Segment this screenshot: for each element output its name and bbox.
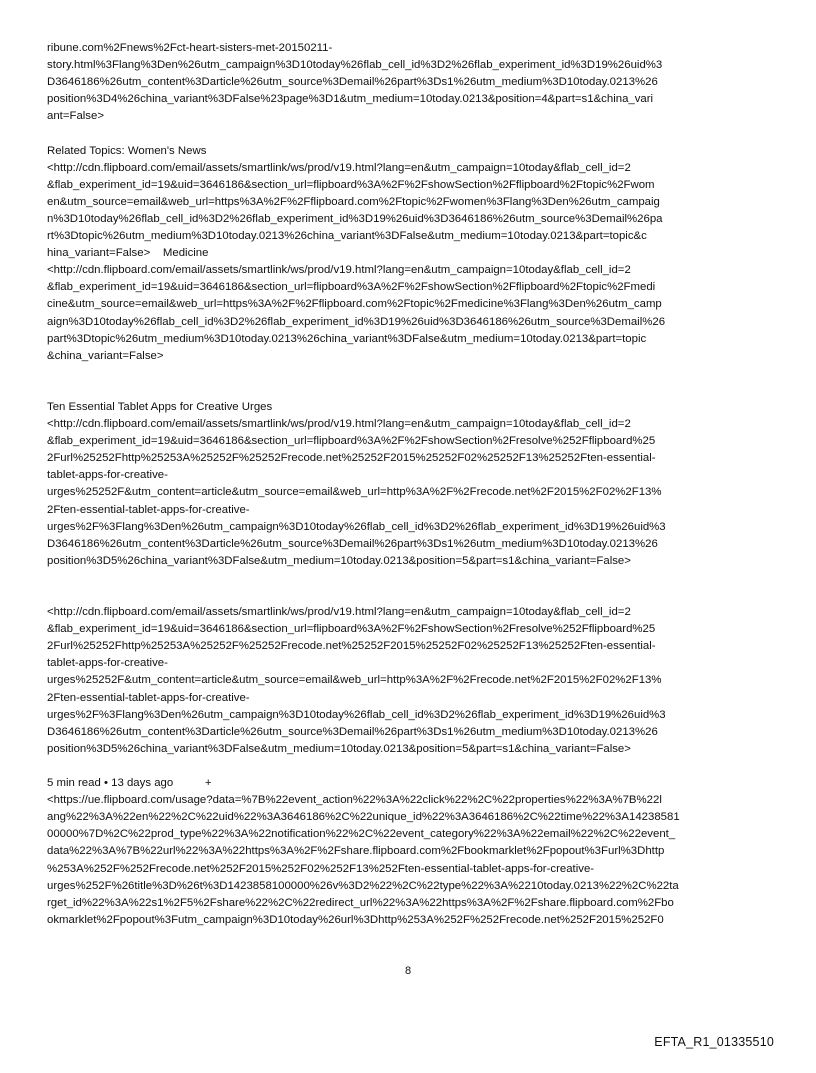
paragraph-gap [47,365,773,382]
document-body [47,40,773,929]
text-line: <https://ue.flipboard.com/usage?data=%7B%22event_action%22%3A%22click%22%2C%22properties%22%3A%7B%22l [47,794,662,807]
paragraph-gap [47,758,773,775]
text-line: D3646186%26utm_content%3Darticle%26utm_source%3Demail%26part%3Ds1%26utm_medium%3D10today.0213%26 [47,76,658,89]
text-line: D3646186%26utm_content%3Darticle%26utm_source%3Demail%26part%3Ds1%26utm_medium%3D10today.0213%26 [47,537,658,550]
text-line: 2Furl%25252Fhttp%25253A%25252F%25252Frecode.net%25252F2015%25252F02%25252F13%25252Ften-essential- [47,640,656,653]
text-line: 2Ften-essential-tablet-apps-for-creative- [47,691,250,704]
text-line: position%3D5%26china_variant%3DFalse&utm_medium=10today.0213&position=5&part=s1&china_variant=False> [47,554,631,567]
read-time-meta: 5 min read • 13 days ago + [47,777,212,790]
text-line: urges%25252F&utm_content=article&utm_source=email&web_url=http%3A%2F%2Frecode.net%2F2015%2F02%2F13% [47,674,662,687]
text-line: <http://cdn.flipboard.com/email/assets/smartlink/ws/prod/v19.html?lang=en&utm_campaign=10today&flab_cell_id=2 [47,161,631,174]
text-line: ant=False> [47,110,104,123]
text-line: <http://cdn.flipboard.com/email/assets/smartlink/ws/prod/v19.html?lang=en&utm_campaign=10today&flab_cell_id=2 [47,418,631,431]
paragraph-gap [47,125,773,142]
text-line: urges%25252F&utm_content=article&utm_source=email&web_url=http%3A%2F%2Frecode.net%2F2015%2F02%2F13% [47,486,662,499]
text-line: en&utm_source=email&web_url=https%3A%2F%2Fflipboard.com%2Ftopic%2Fwomen%3Flang%3Den%26utm_campaig [47,195,660,208]
text-line: ang%22%3A%22en%22%2C%22uid%22%3A3646186%2C%22unique_id%22%3A3646186%2C%22time%22%3A14238581 [47,811,680,824]
text-line: ribune.com%2Fnews%2Fct-heart-sisters-met-20150211- [47,42,333,54]
text-block-image-link [47,604,773,758]
text-line: n%3D10today%26flab_cell_id%3D2%26flab_experiment_id%3D19%26uid%3D3646186%26utm_source%3Demail%26pa [47,212,663,225]
text-line: <http://cdn.flipboard.com/email/assets/smartlink/ws/prod/v19.html?lang=en&utm_campaign=10today&flab_cell_id=2 [47,264,631,277]
text-line: %253A%252F%252Frecode.net%252F2015%252F02%252F13%252Ften-essential-tablet-apps-for-creative- [47,862,595,875]
text-block-read-time-share [47,775,773,929]
text-line: 2Ften-essential-tablet-apps-for-creative- [47,503,250,516]
text-block-article-title-link [47,399,773,570]
text-line: &flab_experiment_id=19&uid=3646186&section_url=flipboard%3A%2F%2FshowSection%2Fresolve%252Fflipboard%25 [47,435,656,448]
text-line: part%3Dtopic%26utm_medium%3D10today.0213%26china_variant%3DFalse&utm_medium=10today.0213&part=topic [47,332,647,345]
text-line: <http://cdn.flipboard.com/email/assets/smartlink/ws/prod/v19.html?lang=en&utm_campaign=10today&flab_cell_id=2 [47,606,631,619]
related-topics-heading: Related Topics: Women's News [47,144,207,157]
paragraph-gap [47,570,773,587]
text-block-article-link-tail [47,40,773,125]
paragraph-gap [47,382,773,399]
text-line: rget_id%22%3A%22s1%2F5%2Fshare%22%2C%22redirect_url%22%3A%22https%3A%2F%2Fshare.flipboard.com%2Fbo [47,896,674,909]
article-title: Ten Essential Tablet Apps for Creative Urges [47,400,273,413]
text-line: urges%252F%26title%3D%26t%3D1423858100000%26v%3D2%22%2C%22type%22%3A%2210today.0213%22%2C%22ta [47,879,679,892]
text-line: D3646186%26utm_content%3Darticle%26utm_source%3Demail%26part%3Ds1%26utm_medium%3D10today.0213%26 [47,725,658,738]
text-line: okmarklet%2Fpopout%3Futm_campaign%3D10today%26url%3Dhttp%253A%252F%252Frecode.net%252F2015%252F0 [47,913,664,926]
text-line: &flab_experiment_id=19&uid=3646186&section_url=flipboard%3A%2F%2FshowSection%2Fflipboard%2Ftopic%2Fmedi [47,281,656,294]
document-id: EFTA_R1_01335510 [654,1035,774,1049]
text-line: urges%2F%3Flang%3Den%26utm_campaign%3D10today%26flab_cell_id%3D2%26flab_experiment_id%3D19%26uid%3 [47,708,666,721]
text-line: position%3D5%26china_variant%3DFalse&utm_medium=10today.0213&position=5&part=s1&china_variant=False> [47,742,631,755]
text-line: tablet-apps-for-creative- [47,469,168,482]
page-number: 8 [404,965,412,977]
text-line: tablet-apps-for-creative- [47,657,168,670]
text-line: story.html%3Flang%3Den%26utm_campaign%3D10today%26flab_cell_id%3D2%26flab_experiment_id%3D19%26uid%3 [47,59,663,72]
text-line: &china_variant=False> [47,349,164,362]
text-line: hina_variant=False> Medicine [47,247,209,260]
text-line: urges%2F%3Flang%3Den%26utm_campaign%3D10today%26flab_cell_id%3D2%26flab_experiment_id%3D19%26uid%3 [47,520,666,533]
paragraph-gap [47,587,773,604]
text-block-related-topics [47,143,773,365]
text-line: position%3D4%26china_variant%3DFalse%23page%3D1&utm_medium=10today.0213&position=4&part=s1&china_vari [47,93,654,106]
text-line: 00000%7D%2C%22prod_type%22%3A%22notification%22%2C%22event_category%22%3A%22email%22%2C%22event_ [47,828,676,841]
text-line: data%22%3A%7B%22url%22%3A%22https%3A%2F%2Fshare.flipboard.com%2Fbookmarklet%2Fpopout%3Furl%3Dhttp [47,845,665,858]
text-line: rt%3Dtopic%26utm_medium%3D10today.0213%26china_variant%3DFalse&utm_medium=10today.0213&part=topic&c [47,230,647,243]
text-line: &flab_experiment_id=19&uid=3646186&section_url=flipboard%3A%2F%2FshowSection%2Fflipboard%2Ftopic%2Fwom [47,178,655,191]
text-line: cine&utm_source=email&web_url=https%3A%2F%2Fflipboard.com%2Ftopic%2Fmedicine%3Flang%3Den%26utm_camp [47,298,662,311]
text-line: aign%3D10today%26flab_cell_id%3D2%26flab_experiment_id%3D19%26uid%3D3646186%26utm_source%3Demail%26 [47,315,666,328]
text-line: 2Furl%25252Fhttp%25253A%25252F%25252Frecode.net%25252F2015%25252F02%25252F13%25252Ften-essential- [47,452,656,465]
text-line: &flab_experiment_id=19&uid=3646186&section_url=flipboard%3A%2F%2FshowSection%2Fresolve%252Fflipboard%25 [47,623,656,636]
